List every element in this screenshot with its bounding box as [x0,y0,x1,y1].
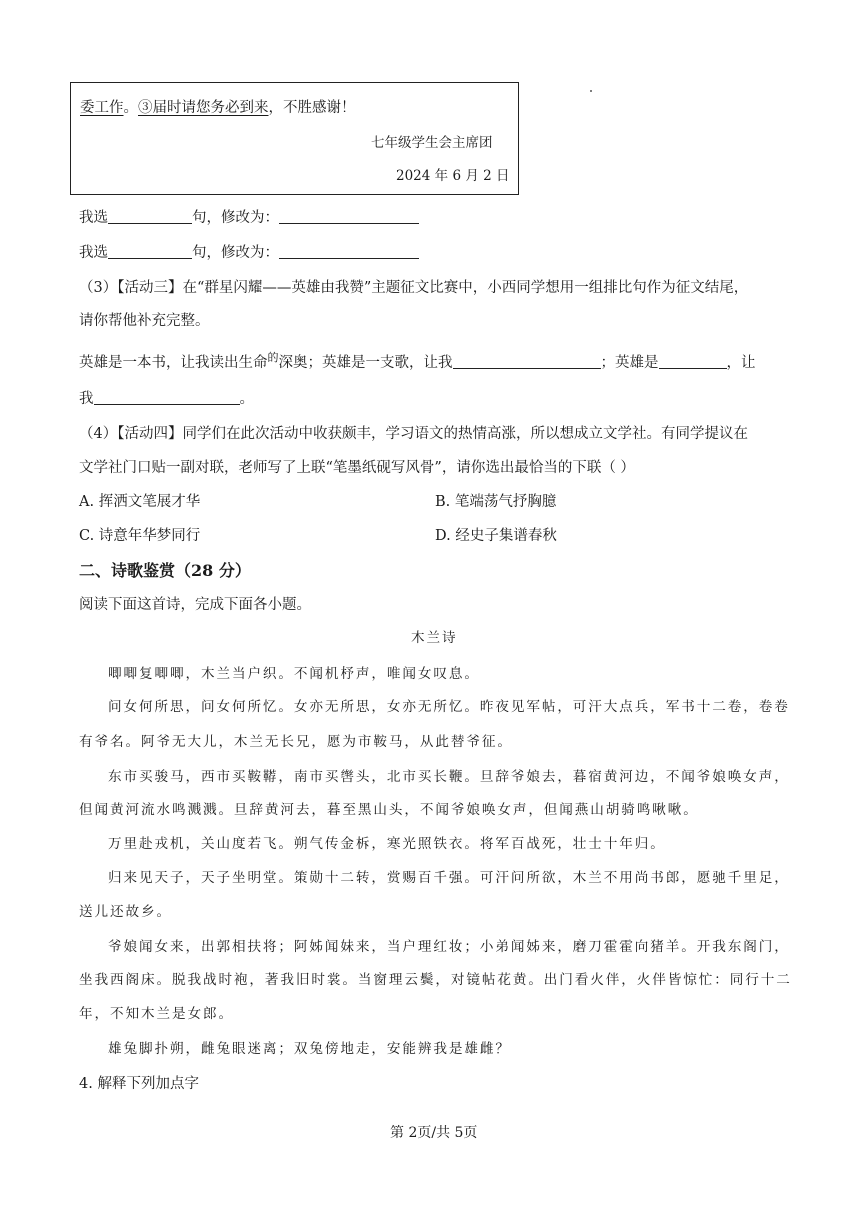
question-4: 4. 解释下列加点字 [79,1076,199,1092]
option-a[interactable]: A. 挥洒文笔展才华 [79,494,201,510]
notice-box [70,82,519,195]
fill-text: 。 [239,391,254,407]
fill-blank[interactable] [659,354,727,369]
poem-line: 雄兔脚扑朔，雌兔眼迷离；双兔傍地走，安能辨我是雄雌？ [108,1041,511,1057]
answer-line-1 [79,206,419,227]
poem-title: 木兰诗 [411,630,458,646]
q4-line-2: 文学社门口贴一副对联，老师写了上联“笔墨纸砚写风骨”，请你选出最恰当的下联（ ） [79,460,635,476]
notice-date: 2024 年 6 月 2 日 [396,168,510,184]
punct: 。 [123,100,138,116]
fill-text: ，让 [726,355,756,371]
fill-sup: 的 [267,351,279,364]
fill-text: 我 [79,391,94,407]
poem-line: 归来见天子，天子坐明堂。策勋十二转，赏赐百千强。可汗问所欲，木兰不用尚书郎，愿驰千里足， [108,870,790,886]
fill-blank[interactable] [453,354,601,369]
answer-label: 句，修改为： [192,245,279,261]
answer-label: 句，修改为： [192,210,279,226]
notice-line [80,96,356,117]
poem-line: 问女何所思，问女何所忆。女亦无所思，女亦无所忆。昨夜见军帖，可汗大点兵，军书十二卷，卷卷 [108,699,790,715]
answer-label: 我选 [79,210,108,226]
q4-line-1: （4）【活动四】同学们在此次活动中收获颇丰，学习语文的热情高涨，所以想成立文学社。有同学提议在 [79,426,748,442]
page-footer: 第 2页/共 5页 [390,1125,478,1141]
poem-line: 有爷名。阿爷无大儿，木兰无长兄，愿为市鞍马，从此替爷征。 [79,734,513,750]
section-heading: 二、诗歌鉴赏（28 分） [79,561,251,580]
underlined-sentence: ③届时请您务必到来 [138,100,269,116]
section-instruction: 阅读下面这首诗，完成下面各小题。 [79,597,311,613]
underlined-text: 委工作 [80,100,124,116]
poem-line: 爷娘闻女来，出郭相扶将；阿姊闻妹来，当户理红妆；小弟闻姊来，磨刀霍霍向猪羊。开我东阁门， [108,939,790,955]
fill-text: ；英雄是 [600,355,659,371]
option-d[interactable]: D. 经史子集谱春秋 [435,528,557,544]
option-c[interactable]: C. 诗意年华梦同行 [79,528,201,544]
poem-line: 年，不知木兰是女郎。 [79,1006,234,1022]
poem-line: 东市买骏马，西市买鞍鞯，南市买辔头，北市买长鞭。旦辞爷娘去，暮宿黄河边，不闻爷娘唤女声， [108,769,790,785]
answer-blank[interactable] [108,244,192,259]
poem-line: 坐我西阁床。脱我战时袍，著我旧时裳。当窗理云鬓，对镜帖花黄。出门看火伴，火伴皆惊忙：同行十二 [79,972,792,988]
notice-text: ，不胜感谢！ [268,100,356,116]
notice-signer: 七年级学生会主席团 [371,135,493,151]
answer-line-2 [79,241,419,262]
poem-line: 唧唧复唧唧，木兰当户织。不闻机杼声，唯闻女叹息。 [108,666,480,682]
answer-blank[interactable] [108,209,192,224]
poem-line: 送儿还故乡。 [79,904,172,920]
q3-line-2: 请你帮他补充完整。 [79,313,210,329]
q3-fill-line-2 [79,387,254,408]
fill-text: 英雄是一本书，让我读出生命 [79,355,268,371]
poem-line: 万里赴戎机，关山度若飞。朔气传金柝，寒光照铁衣。将军百战死，壮士十年归。 [108,836,666,852]
q3-line-1: （3）【活动三】在“群星闪耀——英雄由我赞”主题征文比赛中，小西同学想用一组排比句作为征文结尾， [79,280,749,296]
fill-text: 深奥；英雄是一支歌，让我 [278,355,453,371]
fill-blank[interactable] [94,390,240,405]
answer-label: 我选 [79,245,108,261]
answer-blank[interactable] [279,244,419,259]
q3-fill-line [79,351,756,372]
poem-line: 但闻黄河流水鸣溅溅。旦辞黄河去，暮至黑山头，不闻爷娘唤女声，但闻燕山胡骑鸣啾啾。 [79,802,699,818]
option-b[interactable]: B. 笔端荡气抒胸臆 [435,494,557,510]
stray-dot [590,90,592,92]
answer-blank[interactable] [279,209,419,224]
